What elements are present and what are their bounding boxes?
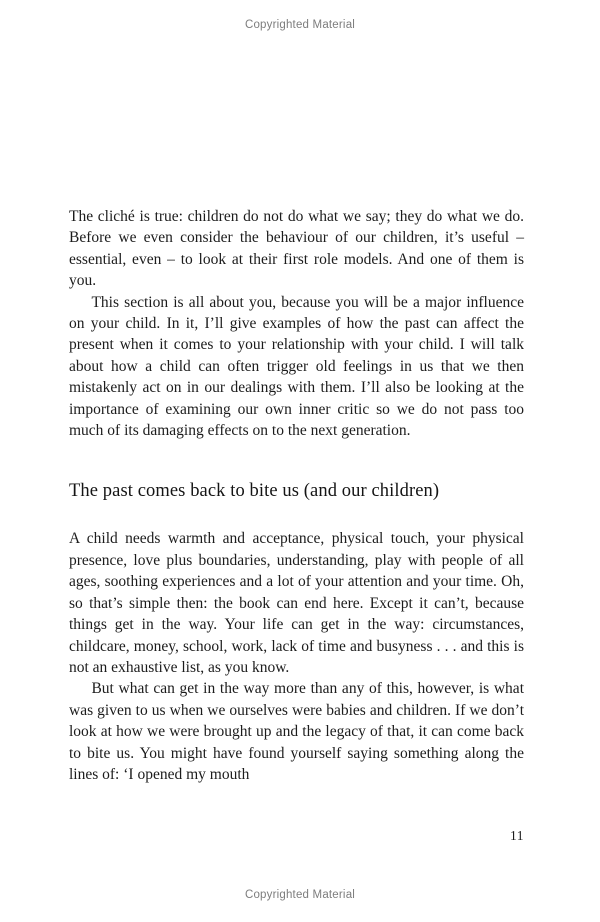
- paragraph-child-needs: A child needs warmth and acceptance, physical touch, your physical presence, love plus boundaries, understanding, play with people of all ages, soothing experiences and a lot of your attention and your time. Oh, so that’s simple then: the book can end here. Except it can’t, because things get in the way. Your life can get in the way: circumstances, childcare, money, school, work, lack of time and busyness . . . and this is not an exhaustive list, as you know.: [69, 530, 524, 676]
- paragraph-section-overview: This section is all about you, because you will be a major influence on your child. In it, I’ll give examples of how the past can affect the present when it comes to your relationship with your child. I will talk about how a child can often trigger old feelings in us that we then mistakenly act on in our dealings with them. I’ll also be looking at the importance of examining our own inner critic so we do not pass too much of its damaging effects on to the next generation.: [69, 293, 524, 440]
- paragraph-intro: The cliché is true: children do not do what we say; they do what we do. Before we even consider the behaviour of our children, it’s useful – essential, even – to look at their first role models. And one of them is you.: [69, 208, 524, 290]
- page-number: 11: [510, 828, 524, 843]
- copyright-notice-top: Copyrighted Material: [244, 19, 356, 31]
- copyright-notice-bottom: Copyrighted Material: [244, 889, 356, 901]
- paragraph-legacy: But what can get in the way more than any of this, however, is what was given to us when we ourselves were babies and children. If we don’t look at how we were brought up and the legacy of that, it can come back to bite us. You might have found yourself saying something along the lines of: ‘I opened my mouth: [69, 680, 524, 783]
- page-text-block: [69, 206, 524, 785]
- section-heading: The past comes back to bite us (and our children): [69, 481, 440, 502]
